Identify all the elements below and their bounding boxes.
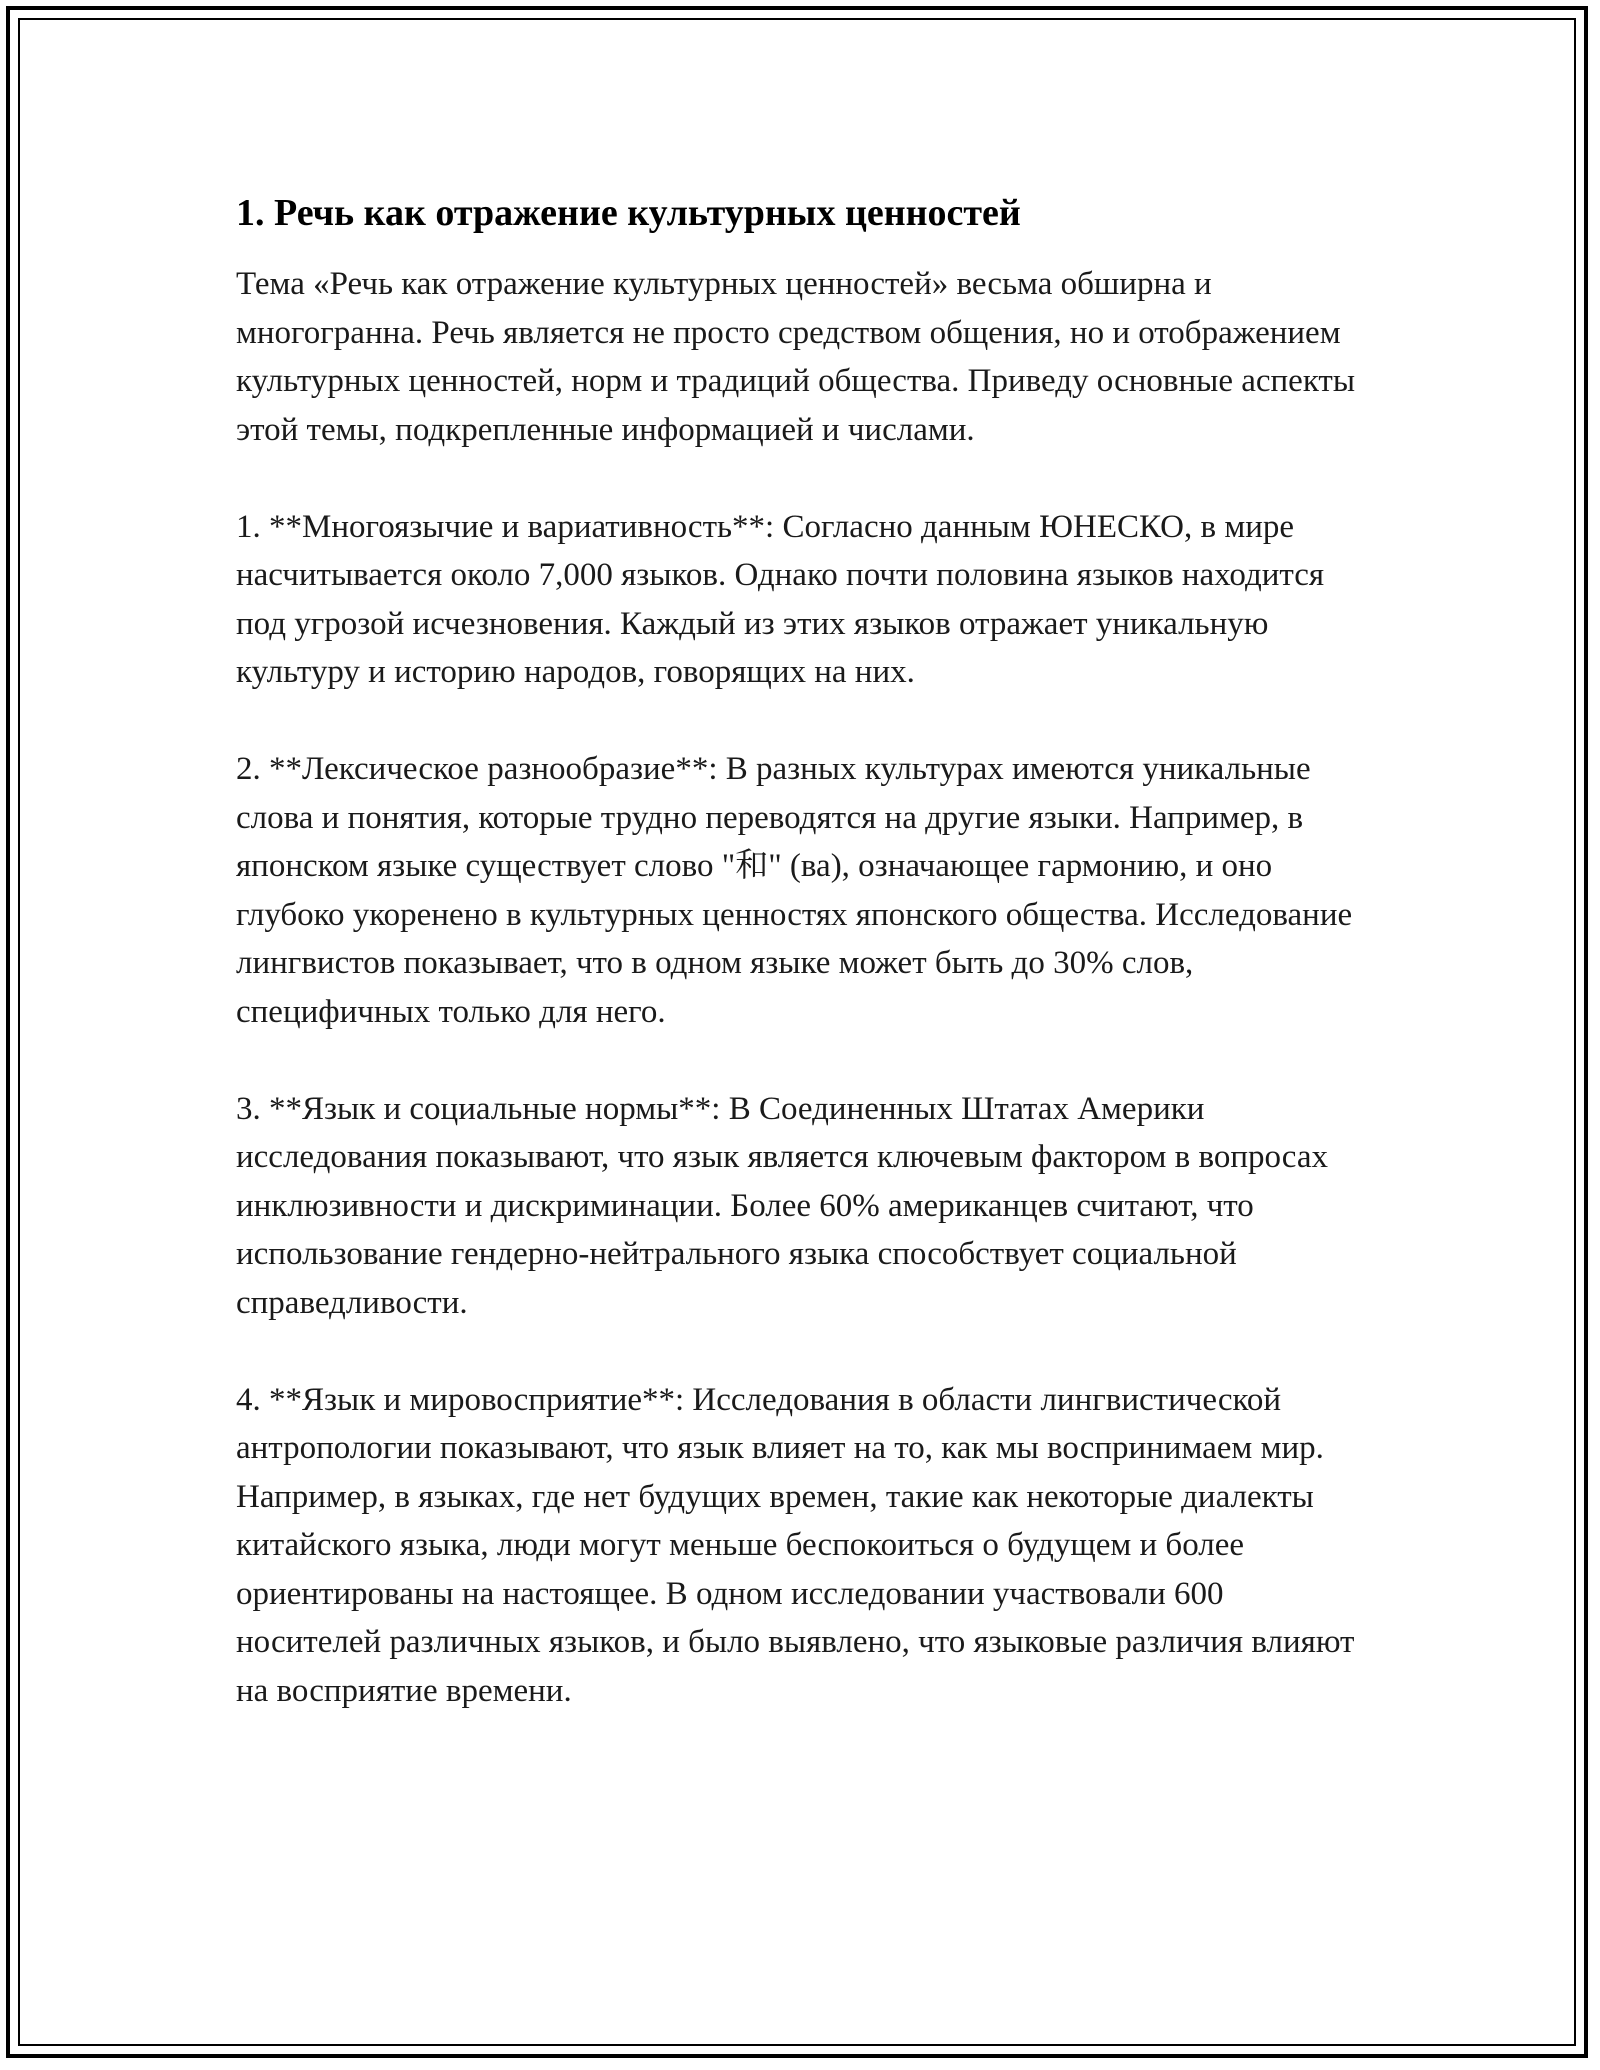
paragraph-lexical-diversity: 2. **Лексическое разнообразие**: В разных культурах имеются уникальные слова и понятия, которые трудно переводятся на другие языки. Например, в японском языке существует слово "和" (ва), означающее гармонию, и оно глубоко укоренено в культурных ценностях японского общества. Исследование лингвистов показывает, что в одном языке может быть до 30% слов, специфичных только для него.	[236, 751, 1353, 1030]
paragraph-multilingualism: 1. **Многоязычие и вариативность**: Согласно данным ЮНЕСКО, в мире насчитывается около 7,000 языков. Однако почти половина языков находится под угрозой исчезновения. Каждый из этих языков отражает уникальную культуру и историю народов, говорящих на них.	[236, 508, 1325, 690]
document-page	[236, 188, 1376, 1715]
document-title: 1. Речь как отражение культурных ценностей	[236, 192, 1021, 234]
paragraph-intro: Тема «Речь как отражение культурных ценностей» весьма обширна и многогранна. Речь является не просто средством общения, но и отображением культурных ценностей, норм и традиций общества. Приведу основные аспекты этой темы, подкрепленные информацией и числами.	[236, 266, 1356, 448]
paragraph-social-norms: 3. **Язык и социальные нормы**: В Соединенных Штатах Америки исследования показывают, что язык является ключевым фактором в вопросах инклюзивности и дискриминации. Более 60% американцев считают, что использование гендерно-нейтрального языка способствует социальной справедливости.	[236, 1090, 1328, 1321]
paragraph-worldview: 4. **Язык и мировосприятие**: Исследования в области лингвистической антропологии показывают, что язык влияет на то, как мы воспринимаем мир. Например, в языках, где нет будущих времен, такие как некоторые диалекты китайского языка, люди могут меньше беспокоиться о будущем и более ориентированы на настоящее. В одном исследовании участвовали 600 носителей различных языков, и было выявлено, что языковые различия влияют на восприятие времени.	[236, 1381, 1355, 1709]
